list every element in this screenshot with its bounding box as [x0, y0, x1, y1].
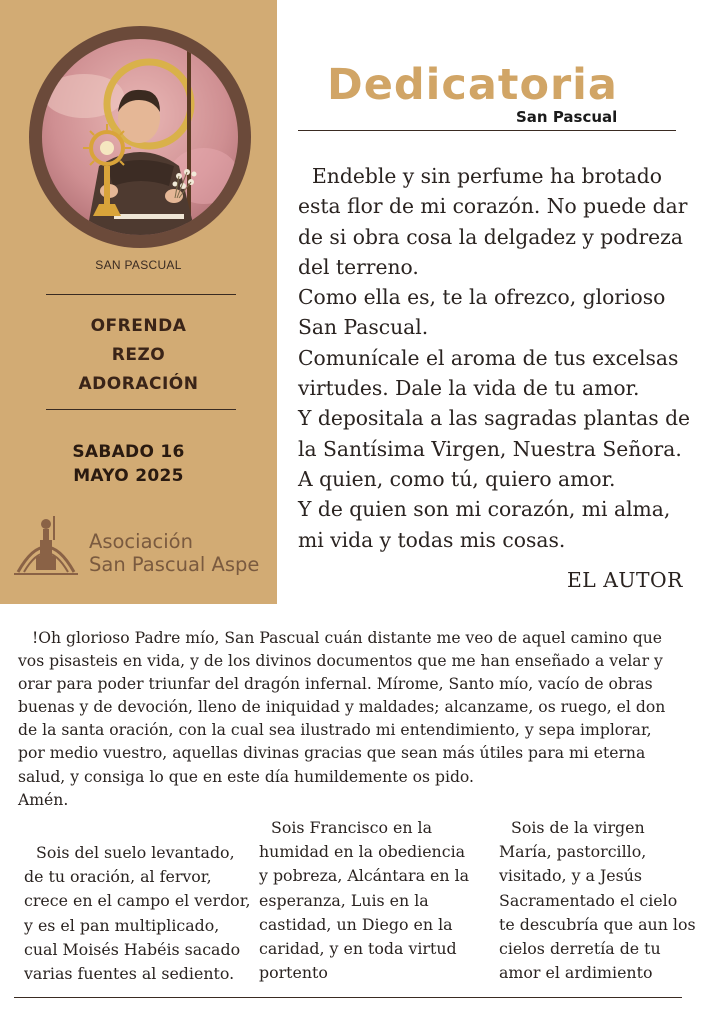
- verse-line: María, pastorcillo,: [499, 842, 647, 862]
- poem-line: Endeble y sin perfume ha brotado: [312, 164, 662, 188]
- offering-item: ADORACIÓN: [78, 374, 199, 394]
- association-logo-icon: [10, 510, 82, 582]
- poem-line: virtudes. Dale la vida de tu amor.: [298, 376, 640, 401]
- prayer-line: orar para poder triunfar del dragón infernal. Mírome, Santo mío, vacío de obras: [18, 675, 653, 694]
- poem-line: mi vida y todas mis cosas.: [298, 527, 566, 552]
- prayer-line: buenas y de devoción, lleno de iniquidad y maldades; alcanzame, os ruego, el don: [18, 698, 666, 717]
- page-subtitle: San Pascual: [516, 108, 618, 126]
- poem-line: A quien, como tú, quiero amor.: [298, 466, 616, 491]
- verse-line: portento: [259, 963, 328, 983]
- verse-line: Sois de la virgen: [511, 818, 645, 837]
- verse-line: castidad, un Diego en la: [259, 914, 453, 934]
- event-date-line: MAYO 2025: [73, 466, 184, 486]
- offerings-list: [0, 312, 277, 399]
- prayer-line: por medio vuestro, aquellas divinas gracias que sean más útiles para mi eterna: [18, 744, 646, 763]
- poem-line: la Santísima Virgen, Nuestra Señora.: [298, 436, 682, 461]
- portrait-caption: SAN PASCUAL: [95, 258, 182, 272]
- sidebar-divider-top: [46, 294, 236, 295]
- association-name: [89, 530, 259, 576]
- sidebar-panel: [0, 0, 277, 604]
- prayer-paragraph: [18, 627, 713, 812]
- verse-line: y es el pan multiplicado,: [24, 915, 220, 935]
- verse-line: de tu oración, al fervor,: [24, 867, 212, 887]
- poem-line: de si obra cosa la delgadez y podreza: [298, 224, 683, 249]
- event-date-line: SABADO 16: [72, 442, 185, 462]
- verse-line: amor el ardimiento: [499, 963, 653, 983]
- poem-line: Y depositala a las sagradas plantas de: [298, 406, 691, 431]
- verse-line: y pobreza, Alcántara en la: [259, 866, 470, 886]
- verse-line: humidad en la obediencia: [259, 842, 466, 862]
- page-title: Dedicatoria: [327, 60, 618, 110]
- verse-line: varias fuentes al sediento.: [24, 964, 235, 984]
- association-name-line: San Pascual Aspe: [89, 553, 260, 576]
- verse-line: te descubría que aun los: [499, 914, 696, 934]
- verse-column-1: [24, 841, 251, 986]
- verse-line: Sois Francisco en la: [271, 818, 433, 837]
- sidebar-divider-bottom: [46, 409, 236, 410]
- verse-column-3: [499, 816, 696, 985]
- offering-item: REZO: [111, 345, 166, 365]
- poem-line: del terreno.: [298, 254, 419, 279]
- verse-line: esperanza, Luis en la: [259, 890, 429, 910]
- verse-line: cielos derretía de tu: [499, 939, 661, 959]
- poem-line: Como ella es, te la ofrezco, glorioso: [298, 285, 666, 310]
- verse-line: Sacramentado el cielo: [499, 890, 678, 910]
- dedication-poem: [298, 161, 710, 555]
- prayer-line: vos pisasteis en vida, y de los divinos documentos que me han enseñado a velar y: [18, 652, 663, 671]
- verse-line: crece en el campo el verdor,: [24, 891, 251, 911]
- verse-line: cual Moisés Habéis sacado: [24, 939, 241, 959]
- poem-line: Y de quien son mi corazón, mi alma,: [298, 497, 671, 522]
- association-name-line: Asociación: [89, 530, 193, 553]
- verse-line: Sois del suelo levantado,: [36, 843, 235, 862]
- prayer-line: de la santa oración, con la cual sea ilustrado mi entendimiento, y sepa implorar,: [18, 721, 652, 740]
- poem-author: EL AUTOR: [567, 568, 683, 592]
- prayer-line: !Oh glorioso Padre mío, San Pascual cuán distante me veo de aquel camino que: [32, 629, 663, 647]
- title-divider: [298, 130, 676, 131]
- verse-line: visitado, y a Jesús: [499, 866, 643, 886]
- poem-line: esta flor de mi corazón. No puede dar: [298, 194, 688, 219]
- saint-portrait-image: [29, 26, 251, 248]
- footer-divider: [14, 997, 682, 998]
- verse-column-2: [259, 816, 469, 985]
- poem-line: San Pascual.: [298, 315, 429, 340]
- offering-item: OFRENDA: [90, 316, 187, 336]
- prayer-line: salud, y consiga lo que en este día humildemente os pido.: [18, 767, 474, 786]
- poem-line: Comunícale el aroma de tus excelsas: [298, 345, 679, 370]
- verse-line: caridad, y en toda virtud: [259, 939, 457, 959]
- prayer-line: Amén.: [18, 790, 69, 809]
